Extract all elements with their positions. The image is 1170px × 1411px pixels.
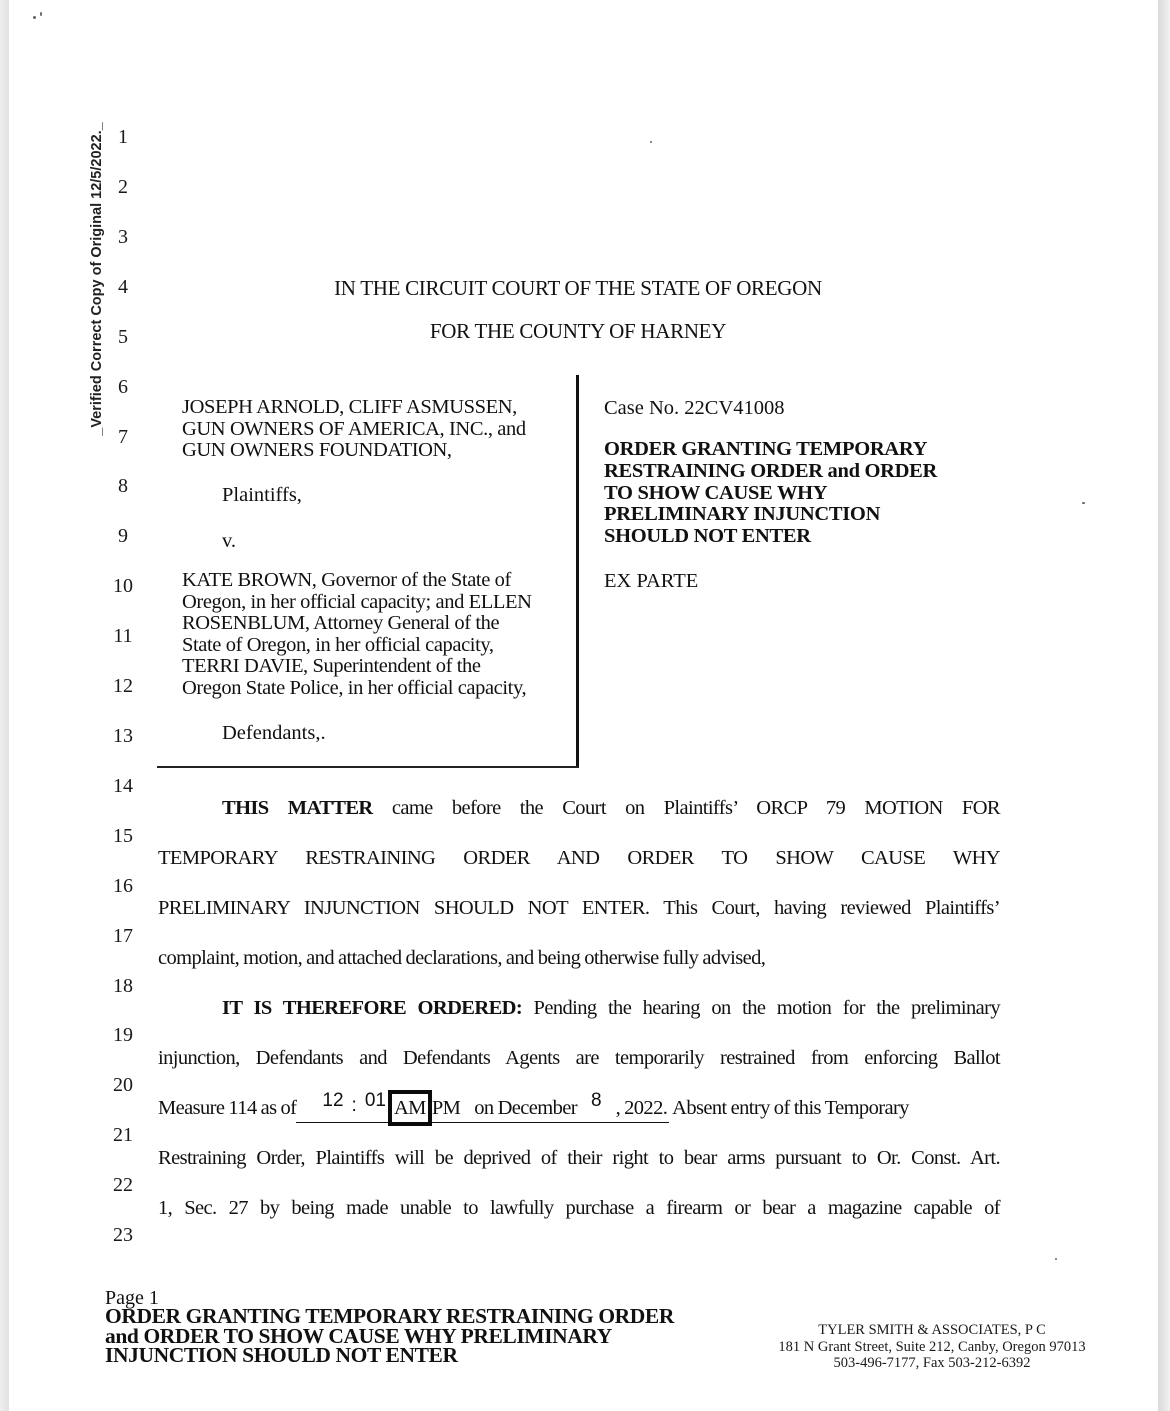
line-number: 17	[113, 925, 133, 947]
line-number: 10	[113, 575, 133, 597]
line-number: 15	[113, 825, 133, 847]
defendants-label: Defendants,.	[222, 722, 326, 744]
fill-colon: :	[351, 1095, 357, 1116]
plaintiff-line: JOSEPH ARNOLD, CLIFF ASMUSSEN,	[182, 396, 517, 418]
am-selection-box	[394, 1096, 426, 1120]
scan-speck	[1082, 502, 1085, 504]
line-number: 9	[118, 525, 128, 547]
line-number: 16	[113, 875, 133, 897]
title-line: TO SHOW CAUSE WHY	[604, 481, 828, 504]
body-paragraph-2-line-5: 1, Sec. 27 by being made unable to lawfully purchase a firearm or bear a magazine capable of	[158, 1197, 1000, 1219]
court-name: IN THE CIRCUIT COURT OF THE STATE OF OREGON	[334, 276, 822, 300]
scan-speck	[40, 12, 42, 16]
ordered-lead: IT IS THEREFORE ORDERED:	[222, 997, 523, 1019]
body-text: came before the Court on Plaintiffs’ ORCP 79 MOTION FOR	[372, 797, 1000, 819]
body-paragraph-1-line-1	[222, 796, 1000, 820]
line-number: 8	[118, 475, 128, 497]
line-number: 7	[118, 426, 128, 448]
line-number: 13	[113, 725, 133, 747]
line-number: 18	[113, 975, 133, 997]
line-number: 5	[118, 326, 128, 348]
line-number: 6	[118, 376, 128, 398]
defendant-line: KATE BROWN, Governor of the State of	[182, 569, 511, 591]
plaintiffs-names	[182, 397, 574, 462]
pm-option: PM	[431, 1097, 461, 1119]
case-number: Case No. 22CV41008	[604, 397, 785, 419]
line-number: 3	[118, 226, 128, 248]
footer-title-line: and ORDER TO SHOW CAUSE WHY PRELIMINARY	[105, 1323, 612, 1348]
fill-day: 8	[591, 1090, 602, 1111]
body-text: Pending the hearing on the motion for the preliminary	[522, 997, 1000, 1019]
plaintiff-line: GUN OWNERS OF AMERICA, INC., and	[182, 417, 526, 440]
measure-text: Measure 114 as of	[158, 1097, 297, 1119]
fill-minute: 01	[364, 1090, 386, 1111]
page-footer	[105, 1289, 674, 1366]
plaintiff-line: GUN OWNERS FOUNDATION,	[182, 439, 452, 461]
firm-phone: 503-496-7177, Fax 503-212-6392	[833, 1355, 1031, 1371]
body-paragraph-2-line-3	[158, 1090, 1000, 1123]
footer-title-line: ORDER GRANTING TEMPORARY RESTRAINING ORDER	[105, 1304, 674, 1328]
caption-divider-horizontal	[157, 766, 579, 768]
line-number: 2	[118, 176, 128, 198]
page-number: Page 1	[105, 1287, 159, 1309]
law-firm-block	[752, 1322, 1112, 1372]
caption-divider-vertical	[576, 375, 579, 768]
title-line: SHOULD NOT ENTER	[604, 525, 811, 548]
line-number: 20	[113, 1074, 133, 1096]
defendant-line: Oregon, in her official capacity; and ELLEN	[182, 590, 532, 613]
title-line: ORDER GRANTING TEMPORARY	[604, 438, 928, 460]
line-number: 22	[113, 1174, 133, 1196]
defendant-line: ROSENBLUM, Attorney General of the	[182, 612, 500, 634]
line-number: 23	[113, 1224, 133, 1246]
viewer-frame-left	[0, 0, 9, 1411]
fill-hour: 12	[322, 1090, 344, 1111]
firm-name: TYLER SMITH & ASSOCIATES, P C	[818, 1322, 1046, 1338]
firm-address: 181 N Grant Street, Suite 212, Canby, Oregon 97013	[778, 1338, 1086, 1355]
title-line: RESTRAINING ORDER and ORDER	[604, 459, 938, 482]
viewer-scrollbar[interactable]	[1158, 0, 1170, 1411]
ex-parte-label: EX PARTE	[604, 570, 699, 592]
line-number: 21	[113, 1124, 133, 1146]
defendant-line: State of Oregon, in her official capacity,	[182, 633, 494, 656]
body-paragraph-2-line-4: Restraining Order, Plaintiffs will be deprived of their right to bear arms pursuant to Or. Const. Art.	[158, 1147, 1000, 1169]
am-option: AM	[393, 1097, 426, 1119]
body-paragraph-1-line-4: complaint, motion, and attached declarations, and being otherwise fully advised,	[158, 947, 766, 969]
line-number: 14	[113, 775, 133, 797]
plaintiffs-label: Plaintiffs,	[222, 484, 302, 506]
verification-stamp: _Verified Correct Copy of Original 12/5/2022._	[89, 122, 105, 436]
footer-title-line: INJUNCTION SHOULD NOT ENTER	[105, 1343, 458, 1367]
line-number: 11	[113, 625, 133, 647]
this-matter-lead: THIS MATTER	[222, 797, 373, 819]
court-county: FOR THE COUNTY OF HARNEY	[429, 319, 727, 343]
defendant-line: TERRI DAVIE, Superintendent of the	[182, 655, 481, 677]
versus-label: v.	[222, 530, 237, 552]
scan-speck	[650, 141, 652, 143]
body-paragraph-1-line-2: TEMPORARY RESTRAINING ORDER AND ORDER TO SHOW CAUSE WHY	[158, 847, 1000, 869]
line-number: 19	[113, 1024, 133, 1046]
body-text: Absent entry of this Temporary	[669, 1097, 909, 1119]
effective-datetime-blank	[296, 1090, 669, 1123]
line-number: 12	[113, 675, 133, 697]
defendants-names	[182, 570, 574, 699]
line-number: 4	[118, 276, 128, 298]
document-title	[604, 439, 1024, 548]
line-number: 1	[118, 126, 128, 148]
scan-speck	[33, 16, 36, 19]
defendant-line: Oregon State Police, in her official capacity,	[182, 676, 527, 699]
title-line: PRELIMINARY INJUNCTION	[604, 503, 881, 526]
body-paragraph-2-line-2: injunction, Defendants and Defendants Agents are temporarily restrained from enforcing Ballot	[158, 1047, 1000, 1069]
body-paragraph-1-line-3: PRELIMINARY INJUNCTION SHOULD NOT ENTER. This Court, having reviewed Plaintiffs’	[158, 897, 1000, 919]
body-paragraph-2-line-1	[222, 996, 1000, 1020]
month-text: on December	[474, 1097, 577, 1119]
scan-speck	[1055, 1258, 1057, 1260]
year-text: , 2022.	[615, 1097, 668, 1119]
